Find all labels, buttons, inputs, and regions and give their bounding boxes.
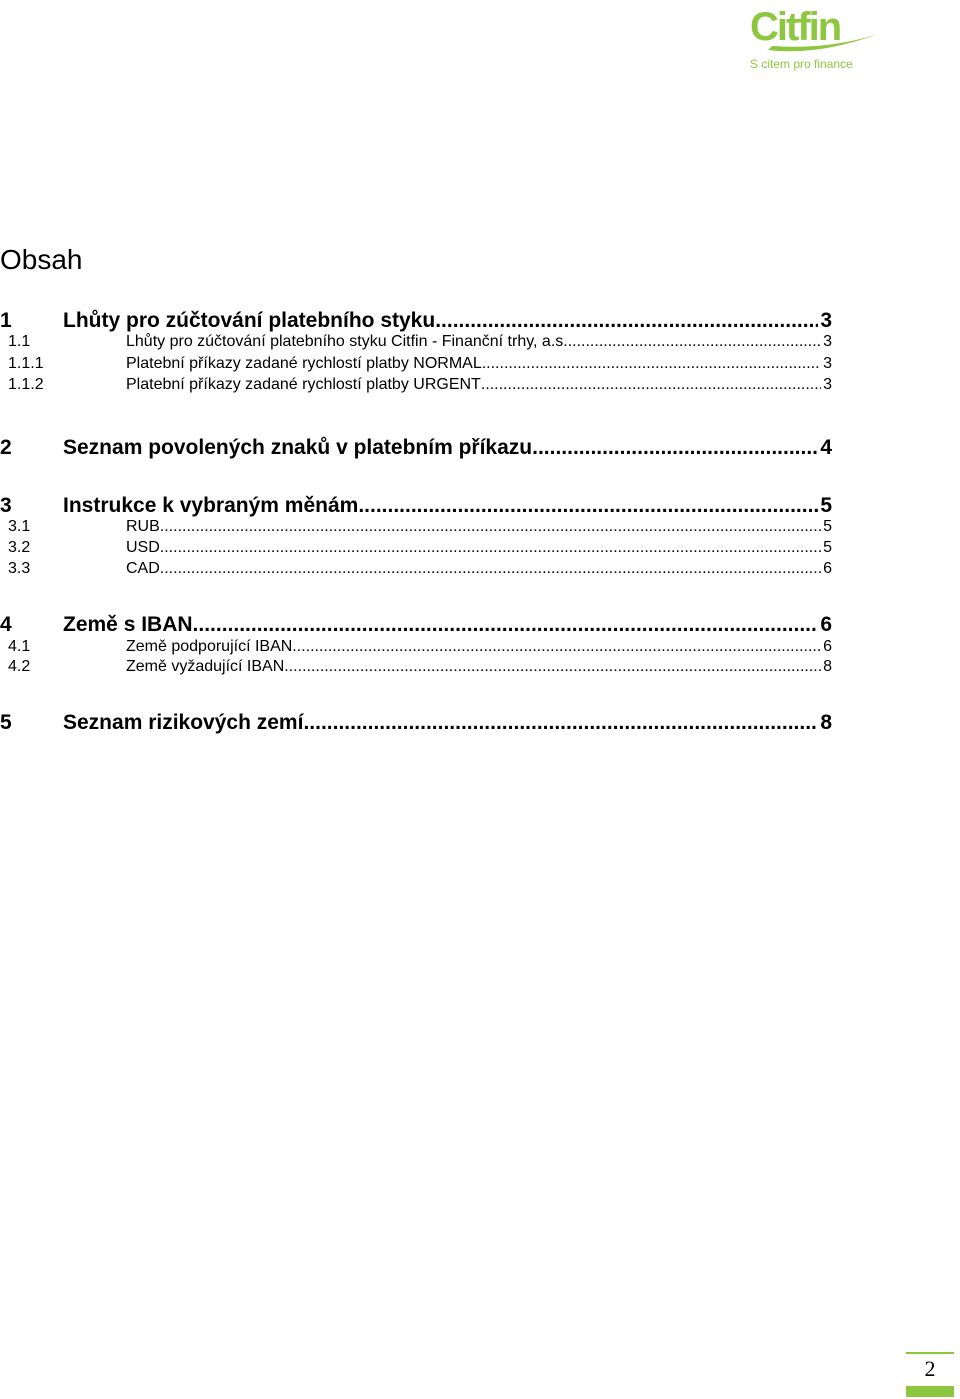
toc-entry-number: 4.1 [8,638,31,655]
toc-entry-page: 8 [823,658,832,675]
toc-entry-title: USD [126,539,160,556]
toc-entry-title: CAD [126,560,160,577]
toc-dot-leader [358,493,818,519]
toc-entry-title: Instrukce k vybraným měnám [63,494,359,517]
toc-entry-page: 3 [823,355,832,372]
toc-entry-page: 5 [823,518,832,535]
toc-entry-page: 8 [820,711,832,734]
toc-entry-number: 4 [0,613,12,636]
toc-entry-page: 4 [820,436,832,459]
toc-dot-leader [568,332,821,352]
toc-entry[interactable] [0,612,832,638]
toc-entry-number: 3 [0,494,12,517]
toc-dot-leader [482,354,821,374]
toc-dot-leader [435,308,818,334]
toc-entry-number: 1.1.1 [8,355,44,372]
toc-entry[interactable] [0,517,832,537]
toc-entry-page: 6 [820,613,832,636]
toc-entry[interactable] [0,637,832,657]
toc-dot-leader [193,612,819,638]
toc-dot-leader [481,375,821,395]
toc-entry-number: 3.1 [8,518,31,535]
logo-tagline-text: S citem pro finance [750,57,853,71]
toc-dot-leader [303,710,818,736]
toc-entry-number: 3.2 [8,539,31,556]
toc-entry[interactable] [0,354,832,374]
toc-entry[interactable] [0,559,832,579]
toc-dot-leader [292,637,821,657]
toc-entry-title: RUB [126,518,160,535]
toc-entry[interactable] [0,493,832,519]
toc-entry-number: 1 [0,309,12,332]
toc-entry-number: 4.2 [8,658,31,675]
logo-brand-text: Citfin [750,5,841,49]
toc-entry-title: Platební příkazy zadané rychlostí platby NORMAL [126,355,482,372]
toc-entry-number: 1.1.2 [8,376,44,393]
page-number-bar [906,1386,954,1397]
citfin-logo [748,4,888,74]
toc-entry-number: 3.3 [8,560,31,577]
toc-entry-page: 5 [823,539,832,556]
toc-dot-leader [160,517,821,537]
toc-entry-title: Lhůty pro zúčtování platebního styku [63,309,436,332]
toc-entry[interactable] [0,435,832,461]
toc-entry[interactable] [0,332,832,352]
page-number: 2 [924,1356,936,1381]
toc-entry-number: 5 [0,711,12,734]
toc-heading: Obsah [0,244,83,275]
toc-entry-title: Země podporující IBAN [126,638,293,655]
toc-entry-title: Platební příkazy zadané rychlostí platby URGENT [126,376,481,393]
toc-entry-page: 3 [823,376,832,393]
toc-entry-title: Seznam povolených znaků v platebním příkazu [63,436,533,459]
toc-entry[interactable] [0,308,832,334]
toc-dot-leader [160,559,821,579]
toc-entry-page: 3 [823,333,832,350]
toc-dot-leader [284,657,821,677]
toc-entry-page: 6 [823,560,832,577]
toc-dot-leader [532,435,818,461]
toc-entry-page: 5 [820,494,832,517]
toc-entry[interactable] [0,710,832,736]
toc-entry-title: Lhůty pro zúčtování platebního styku Citfin - Finanční trhy, a.s. [126,333,568,350]
toc-entry[interactable] [0,657,832,677]
toc-entry-page: 3 [820,309,832,332]
toc-entry-title: Země vyžadující IBAN [126,658,285,675]
toc-entry-title: Seznam rizikových zemí [63,711,304,734]
toc-dot-leader [160,538,821,558]
toc-entry[interactable] [0,538,832,558]
toc-entry-number: 1.1 [8,333,31,350]
toc-entry[interactable] [0,375,832,395]
toc-entry-title: Země s IBAN [63,613,193,636]
toc-entry-number: 2 [0,436,12,459]
toc-entry-page: 6 [823,638,832,655]
